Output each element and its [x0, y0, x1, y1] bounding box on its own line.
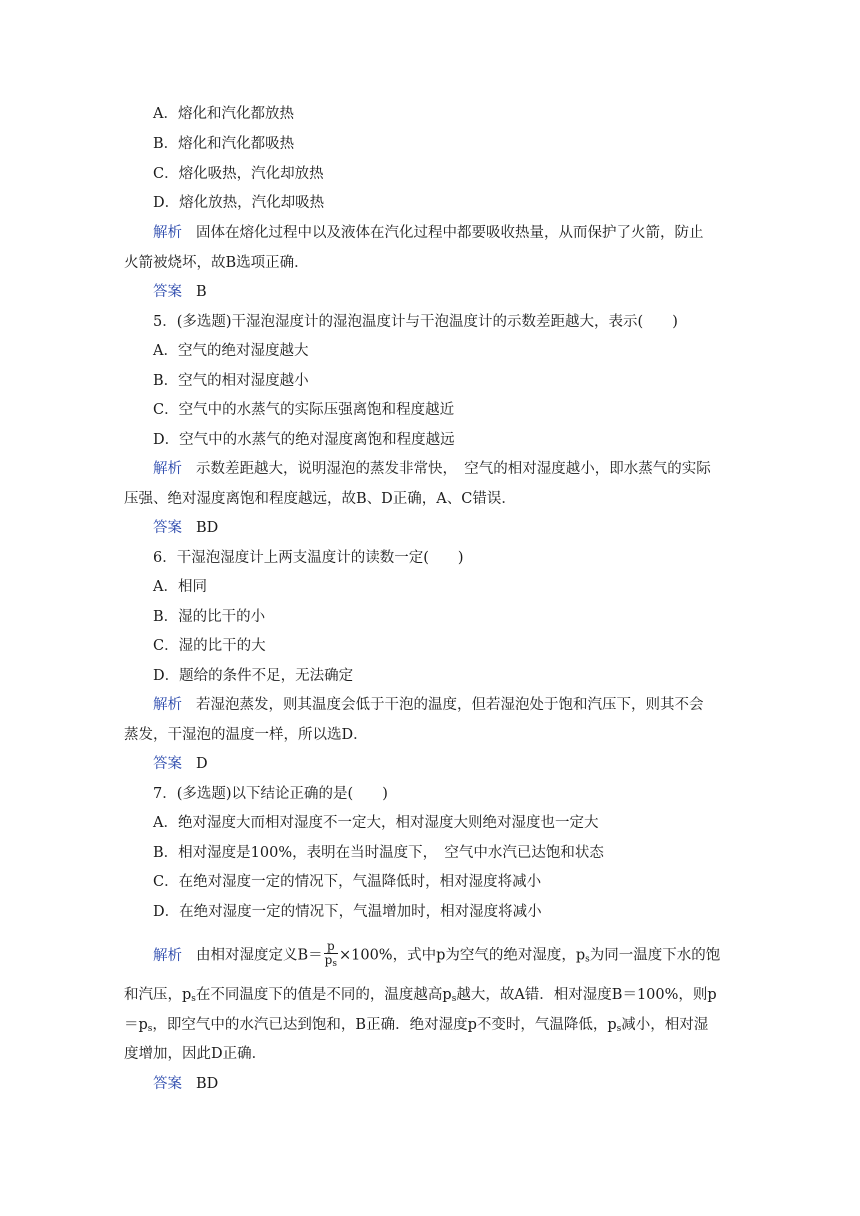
analysis-text: 若湿泡蒸发，则其温度会低于干泡的温度，但若湿泡处于饱和汽压下，则其不会 — [196, 697, 704, 713]
q4-answer — [153, 282, 207, 302]
q7-option-b: B．相对湿度是100%，表明在当时温度下， 空气中水汽已达饱和状态 — [153, 845, 604, 861]
answer-label: 答案 — [153, 520, 182, 536]
q5-option-b: B．空气的相对湿度越小 — [153, 373, 309, 389]
answer-label: 答案 — [153, 1076, 182, 1092]
q7-analysis-cont-2: $=p_s$，即空气中的水汽已达到饱和，B正确．绝对湿度p不变时，气温降低，$p_s$减小，相对湿 — [124, 1017, 709, 1034]
fraction-numerator: p — [324, 940, 338, 954]
q6-analysis-cont: 蒸发，干湿泡的温度一样，所以选D． — [124, 727, 368, 743]
q4-option-b: B．熔化和汽化都吸热 — [153, 136, 295, 152]
q6-option-d: D．题给的条件不足，无法确定 — [153, 668, 354, 684]
answer-label: 答案 — [153, 756, 182, 772]
analysis-text: 示数差距越大，说明湿泡的蒸发非常快， 空气的相对湿度越小，即水蒸气的实际 — [196, 461, 711, 477]
q7-option-a: A．绝对湿度大而相对湿度不一定大，相对湿度大则绝对湿度也一定大 — [153, 815, 599, 831]
analysis-text-2: ×100%，式中p为空气的绝对湿度，p — [338, 947, 586, 964]
q5-option-c: C．空气中的水蒸气的实际压强离饱和程度越近 — [153, 402, 455, 418]
q7-option-c: C．在绝对湿度一定的情况下，气温降低时，相对湿度将减小 — [153, 874, 542, 890]
q5-option-d: D．空气中的水蒸气的绝对湿度离饱和程度越远 — [153, 432, 455, 448]
answer-label: 答案 — [153, 284, 182, 300]
answer-text: B — [196, 284, 207, 300]
q6-option-c: C．湿的比干的大 — [153, 638, 266, 654]
relative-humidity-fraction — [324, 940, 338, 971]
q6-option-a: A．相同 — [153, 579, 207, 595]
answer-text: D — [196, 756, 208, 772]
analysis-label: 解析 — [153, 461, 182, 477]
analysis-text: 固体在熔化过程中以及液体在汽化过程中都要吸收热量，从而保护了火箭，防止 — [196, 225, 704, 241]
q4-option-c: C．熔化吸热，汽化却放热 — [153, 166, 324, 182]
q7-analysis: 解析 由相对湿度定义B＝ $\frac{p}{p_s}$ ×100%，式中p为空气的绝对湿度，$p_s$为同一温度下水的饱 — [153, 939, 721, 969]
q7-answer — [153, 1074, 218, 1094]
fraction-denominator: $p_s$ — [324, 953, 337, 969]
analysis-label: 解析 — [153, 947, 182, 964]
answer-text: BD — [196, 520, 219, 536]
q4-analysis — [153, 223, 704, 243]
q4-analysis-cont: 火箭被烧坏，故B选项正确． — [124, 255, 309, 271]
answer-text: BD — [196, 1076, 219, 1092]
analysis-text-1: 由相对湿度定义B＝ — [196, 947, 323, 964]
analysis-label: 解析 — [153, 697, 182, 713]
analysis-text-3: 为同一温度下水的饱 — [589, 947, 721, 964]
q4-option-d: D．熔化放热，汽化却吸热 — [153, 195, 325, 211]
q7-stem: 7．(多选题)以下结论正确的是( ) — [153, 786, 388, 802]
q5-analysis-cont: 压强、绝对湿度离饱和程度越远，故B、D正确，A、C错误． — [124, 491, 516, 507]
q6-stem: 6．干湿泡湿度计上两支温度计的读数一定( ) — [153, 550, 464, 566]
q7-option-d: D．在绝对湿度一定的情况下，气温增加时，相对湿度将减小 — [153, 904, 542, 920]
q5-answer — [153, 518, 218, 538]
q6-answer — [153, 754, 208, 774]
q5-analysis — [153, 459, 711, 479]
q7-analysis-cont-1: 和汽压，$p_s$在不同温度下的值是不同的，温度越高$p_s$越大，故A错．相对湿度B＝100%，则p — [124, 987, 717, 1004]
q6-analysis — [153, 695, 704, 715]
q4-option-a: A．熔化和汽化都放热 — [153, 106, 294, 122]
analysis-label: 解析 — [153, 225, 182, 241]
q7-analysis-cont-3: 度增加，因此D正确． — [124, 1046, 267, 1062]
q5-option-a: A．空气的绝对湿度越大 — [153, 343, 309, 359]
q6-option-b: B．湿的比干的小 — [153, 609, 266, 625]
q5-stem: 5．(多选题)干湿泡湿度计的湿泡温度计与干泡温度计的示数差距越大，表示( ) — [153, 314, 678, 330]
